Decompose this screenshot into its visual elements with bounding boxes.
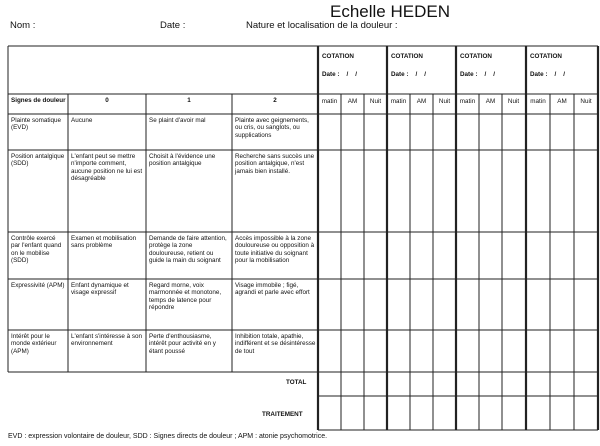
row-2-sign: Position antalgique (SDD): [11, 153, 65, 168]
slot-am-1: AM: [347, 98, 358, 105]
row-1-score-1: Se plaint d'avoir mal: [149, 117, 206, 124]
row-1-score-0: Aucune: [71, 117, 93, 124]
row-4-sign: Expressivité (APM): [11, 282, 65, 289]
slot-matin-4: matin: [530, 98, 546, 105]
traitement-label: TRAITEMENT: [262, 411, 303, 418]
row-5-score-0: L'enfant s'intéresse à son environnement: [71, 333, 143, 348]
cotation-label-2: COTATION: [391, 53, 423, 60]
col-0-header: 0: [105, 97, 109, 104]
total-label: TOTAL: [286, 379, 307, 386]
row-2-score-0: L'enfant peut se mettre n'importe comment, aucune position ne lui est désagréable: [71, 153, 143, 183]
date-label: Date :: [160, 20, 186, 31]
row-5-score-1: Perte d'enthousiasme, intérêt pour activité en y étant poussé: [149, 333, 216, 355]
cotation-date-1: Date : / /: [322, 71, 357, 78]
col-1-header: 1: [187, 97, 191, 104]
slot-nuit-2: Nuit: [438, 98, 451, 105]
row-5-sign: Intérêt pour le monde extérieur (APM): [11, 333, 57, 355]
slot-matin-3: matin: [459, 98, 476, 105]
cotation-label-4: COTATION: [530, 53, 562, 60]
nom-label: Nom :: [10, 20, 36, 31]
row-2-score-1: Choisit à l'évidence une position antalgique: [149, 153, 216, 168]
page-title: Echelle HEDEN: [330, 2, 450, 21]
cotation-date-4: Date : / /: [530, 71, 565, 78]
cotation-date-3: Date : / /: [460, 71, 495, 78]
nature-label: Nature et localisation de la douleur :: [246, 20, 398, 31]
row-1-score-2: Plainte avec geignements, ou cris, ou sanglots, ou supplications: [235, 117, 309, 139]
row-4-score-0: Enfant dynamique et visage expressif: [71, 282, 129, 297]
col-2-header: 2: [273, 97, 277, 104]
slot-nuit-1: Nuit: [369, 98, 382, 105]
footnote: EVD : expression volontaire de douleur, SDD : Signes directs de douleur ; APM : atonie psychomotrice.: [8, 433, 328, 440]
row-3-score-0: Examen et mobilisation sans problème: [71, 235, 137, 250]
row-3-sign: Contrôle exercé par l'enfant quand on le mobilise (SDD): [11, 235, 62, 265]
row-3-score-1: Demande de faire attention, protège la zone douloureuse, retient ou guide la main du soignant: [149, 235, 227, 265]
slot-am-4: AM: [557, 98, 567, 105]
cotation-date-2: Date : / /: [391, 71, 426, 78]
slot-am-2: AM: [416, 98, 427, 105]
slot-matin-1: matin: [321, 98, 338, 105]
row-3-score-2: Accès impossible à la zone douloureuse ou opposition à toute initiative du soignant pour la mobilisation: [235, 235, 315, 265]
slot-am-3: AM: [485, 98, 496, 105]
row-4-score-1: Regard morne, voix marmonnée et monotone, temps de latence pour répondre: [149, 282, 222, 312]
slot-matin-2: matin: [390, 98, 407, 105]
row-1-sign: Plainte somatique (EVD): [11, 117, 62, 132]
cotation-label-1: COTATION: [322, 53, 354, 60]
row-5-score-2: Inhibition totale, apathie, indifférent et se désintéresse de tout: [235, 333, 316, 355]
slot-nuit-3: Nuit: [507, 98, 520, 105]
signes-header: Signes de douleur: [11, 97, 66, 104]
row-2-score-2: Recherche sans succès une position antalgique, n'est jamais bien installé.: [235, 153, 315, 175]
cotation-label-3: COTATION: [460, 53, 492, 60]
slot-nuit-4: Nuit: [580, 98, 592, 105]
row-4-score-2: Visage immobile ; figé, agrandi et parle avec effort: [235, 282, 310, 297]
